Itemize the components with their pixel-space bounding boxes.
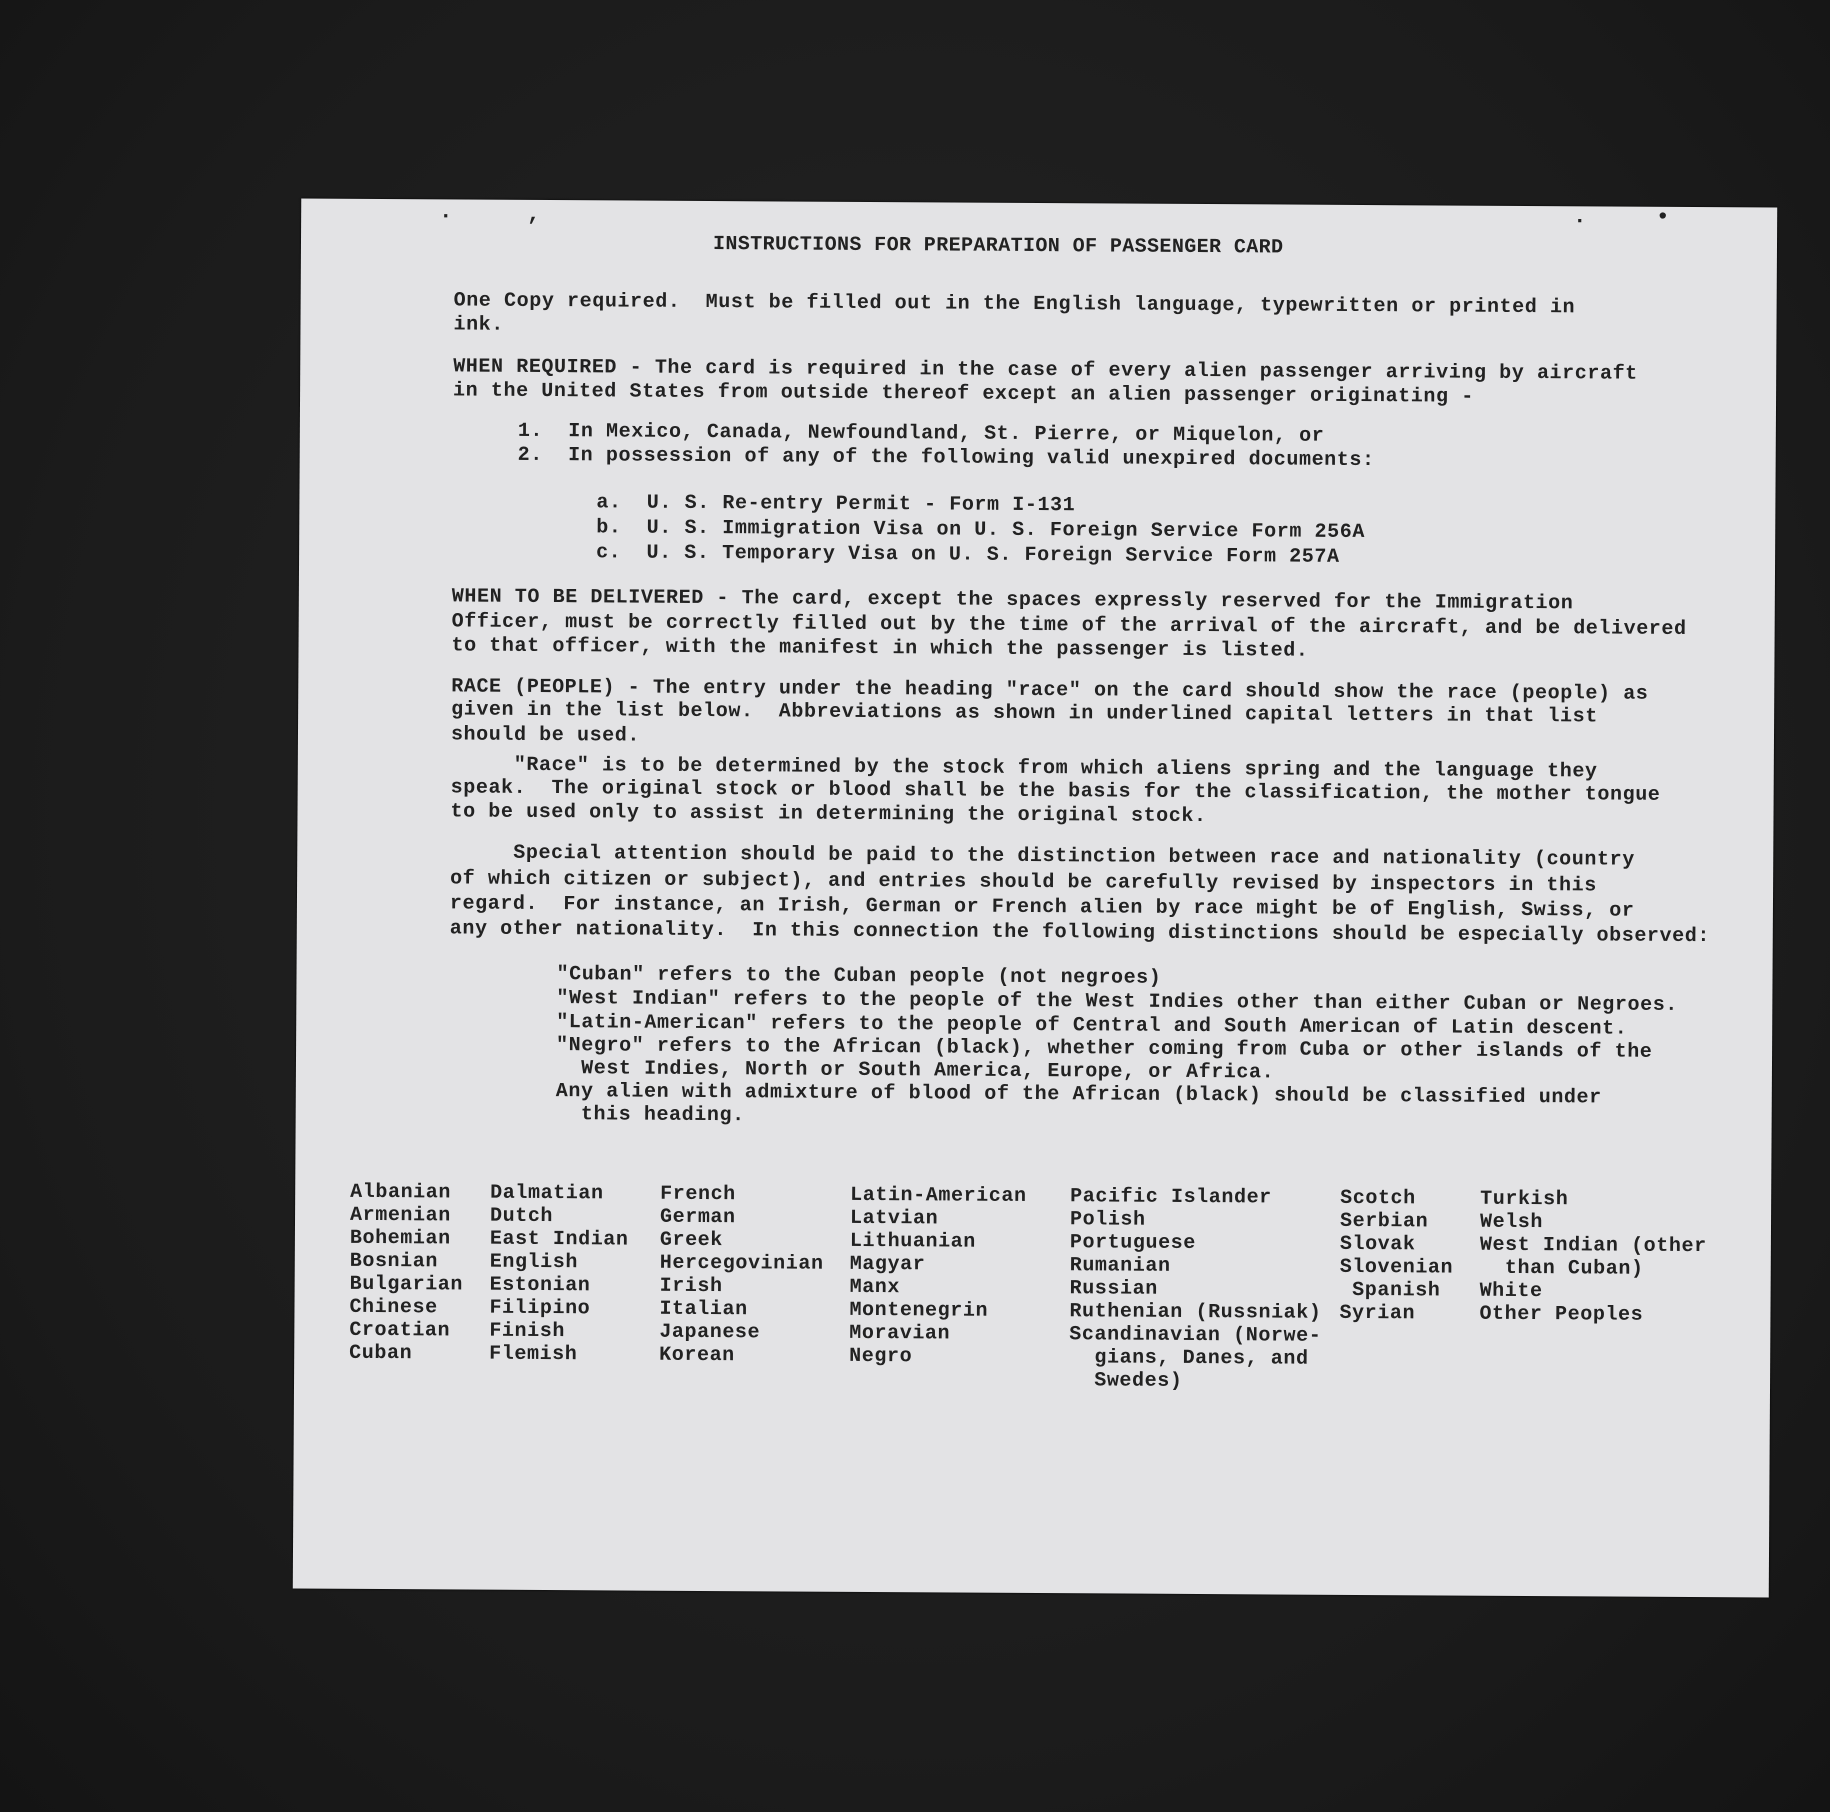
intro-line: ink. [453,313,504,337]
distinction-line: "Latin-American" refers to the people of Central and South American of Latin descent. [556,1011,1628,1041]
race-list-item: Bosnian [349,1249,439,1274]
race-list-item: Slovak [1339,1232,1416,1257]
race-list-item: Bohemian [349,1226,451,1251]
special-attention-line: of which citizen or subject), and entries should be carefully revised by inspectors in this [450,867,1597,898]
race-list-item: Latvian [849,1206,939,1231]
when-delivered-line: Officer, must be correctly filled out by the time of the arrival of the aircraft, and be delivered [451,610,1687,641]
race-list-item: Welsh [1479,1210,1544,1235]
race-list-item: Negro [849,1344,913,1369]
race-paragraph-line: should be used. [450,723,641,748]
race-list-item: Finish [489,1319,566,1344]
race-list-item: Turkish [1480,1187,1569,1212]
race-definition-line: to be used only to assist in determining the original stock. [450,800,1207,829]
race-list-item: Bulgarian [349,1272,464,1297]
race-list-item: Pacific Islander [1070,1185,1272,1210]
race-paragraph-line: RACE (PEOPLE) - The entry under the heading "race" on the card should show the race (people) as [451,675,1649,706]
race-list-item: Flemish [489,1342,578,1367]
race-list-item: Moravian [849,1321,951,1346]
distinction-line: West Indies, North or South America, Europe, or Africa. [555,1057,1275,1085]
numbered-item: 2. In possession of any of the following valid unexpired documents: [517,443,1375,473]
race-list-item: Montenegrin [849,1298,989,1323]
punch-mark: . [1573,204,1587,230]
race-list-item: Italian [659,1297,748,1322]
race-list-item: Cuban [349,1341,413,1366]
race-list-item: Korean [659,1343,735,1368]
special-attention-line: Special attention should be paid to the distinction between race and nationality (country [450,841,1635,872]
distinction-line: "West Indian" refers to the people of the West Indies other than either Cuban or Negroes. [556,987,1679,1017]
race-list-item: Chinese [349,1295,438,1320]
race-list-item: Manx [849,1275,901,1300]
race-list-item: Filipino [489,1296,591,1321]
race-list-item: Spanish [1339,1278,1441,1303]
race-list-item: White [1479,1279,1543,1304]
distinction-line: "Cuban" refers to the Cuban people (not negroes) [556,963,1162,990]
race-list-item: Scandinavian (Norwe- [1069,1323,1322,1348]
race-definition-line: "Race" is to be determined by the stock from which aliens spring and the language they [450,753,1598,784]
race-list-item: Estonian [489,1273,591,1298]
race-list-item: Magyar [849,1252,926,1277]
race-list-item: French [660,1182,736,1207]
race-list-item: Croatian [349,1318,451,1343]
when-delivered-line: WHEN TO BE DELIVERED - The card, except the spaces expressly reserved for the Immigration [451,585,1574,616]
when-required-line: WHEN REQUIRED - The card is required in the case of every alien passenger arriving by aircraft [453,355,1638,386]
distinction-line: "Negro" refers to the African (black), whether coming from Cuba or other islands of the [556,1034,1653,1064]
race-list-item: Serbian [1339,1209,1429,1234]
race-list-item: Portuguese [1069,1231,1196,1255]
race-list-item: Polish [1069,1208,1146,1232]
distinction-line: Any alien with admixture of blood of the African (black) should be classified under [555,1080,1602,1110]
distinction-line: this heading. [555,1103,745,1128]
race-list-item: Dalmatian [490,1181,604,1206]
page-title: INSTRUCTIONS FOR PREPARATION OF PASSENGER CARD [712,233,1284,260]
when-required-line: in the United States from outside thereof except an alien passenger originating - [453,379,1474,409]
race-list-item: Other Peoples [1479,1302,1644,1327]
special-attention-line: any other nationality. In this connection the following distinctions should be especially observed: [449,917,1711,949]
race-list-item: Armenian [349,1203,451,1228]
race-list-item: Rumanian [1069,1254,1171,1278]
race-list-item: Dutch [489,1204,554,1229]
race-list-item: than Cuban) [1479,1256,1644,1281]
race-list-item: German [659,1205,736,1230]
punch-mark: , [527,201,541,227]
intro-line: One Copy required. Must be filled out in the English language, typewritten or printed in [453,289,1576,320]
race-list-item: Swedes) [1068,1369,1183,1393]
race-list-item: Irish [659,1274,723,1299]
document-item: c. U. S. Temporary Visa on U. S. Foreign Service Form 257A [596,541,1340,569]
punch-mark: • [1656,204,1670,230]
punch-mark: . [439,199,453,225]
race-list-item: Greek [659,1228,723,1253]
race-list-item: gians, Danes, and [1069,1346,1309,1371]
race-list-item: Hercegovinian [659,1251,824,1276]
special-attention-line: regard. For instance, an Irish, German or French alien by race might be of English, Swiss, or [449,892,1635,923]
race-definition-line: speak. The original stock or blood shall be the basis for the classification, the mother tongue [450,776,1661,807]
race-list-item: Slovenian [1339,1255,1454,1280]
numbered-item: 1. In Mexico, Canada, Newfoundland, St. Pierre, or Miquelon, or [517,419,1325,448]
race-list-item: East Indian [489,1227,629,1252]
document-item: b. U. S. Immigration Visa on U. S. Foreign Service Form 256A [596,516,1366,545]
race-list-item: Japanese [659,1320,761,1345]
race-list-item: Russian [1069,1277,1158,1301]
race-list-item: West Indian (other [1479,1233,1707,1259]
race-list-item: Albanian [350,1180,452,1205]
race-list-item: Ruthenian (Russniak) [1069,1300,1322,1325]
race-list-item: Scotch [1340,1186,1416,1211]
race-list-item: Lithuanian [849,1229,976,1254]
document-page [293,199,1777,1598]
race-list-item: English [489,1250,579,1275]
race-list-item: Latin-American [850,1183,1027,1208]
when-delivered-line: to that officer, with the manifest in which the passenger is listed. [451,634,1309,663]
race-paragraph-line: given in the list below. Abbreviations as shown in underlined capital letters in that list [451,698,1598,729]
document-item: a. U. S. Re-entry Permit - Form I-131 [596,491,1076,518]
race-list-item: Syrian [1339,1301,1416,1326]
